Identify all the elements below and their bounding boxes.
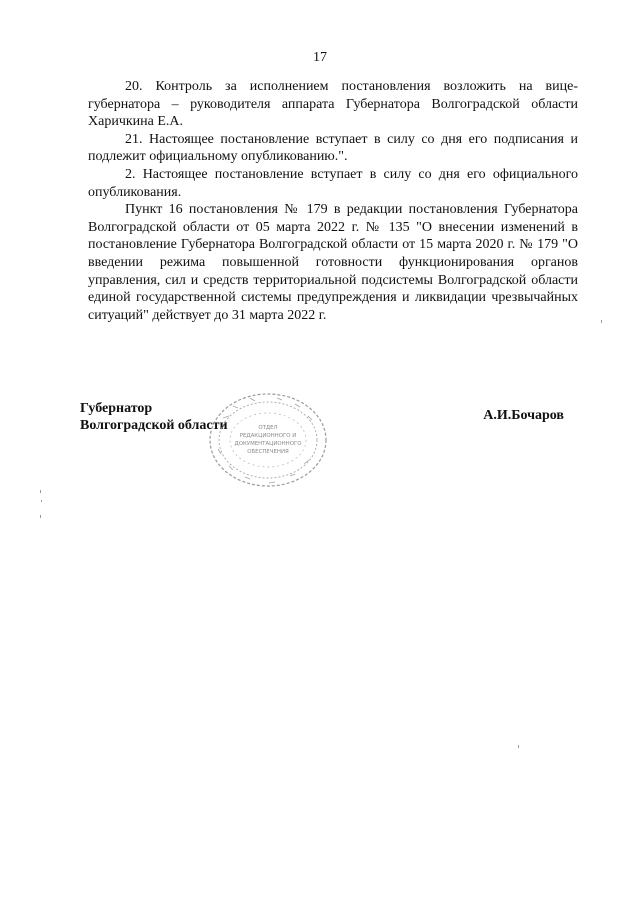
paragraph-2: 2. Настоящее постановление вступает в силу со дня его официального опубликования. (88, 166, 578, 200)
scan-speck (601, 320, 602, 323)
paragraph-clause-16: Пункт 16 постановления № 179 в редакции постановления Губернатора Волгоградской области от 05 марта 2022 г. № 135 "О внесении изменений в постановление Губернатора Волгоградской области от 15 марта 2020 г. № 179 "О введении режима повышенной готовности функционирования органов управления, сил и средств территориальной подсистемы Волгоградской области единой государственной системы предупреждения и ликвидации чрезвычайных ситуаций" действует до 31 марта 2022 г. (88, 202, 578, 323)
paragraph-20: 20. Контроль за исполнением постановления возложить на вице-губернатора – руководителя аппарата Губернатора Волгоградской области Харичкина Е.А. (88, 79, 578, 130)
document-body (88, 78, 578, 324)
stamp-text-line3: ДОКУМЕНТАЦИОННОГО (234, 441, 302, 447)
scan-speck (40, 515, 41, 518)
scan-speck (41, 500, 42, 502)
stamp-text-line4: ОБЕСПЕЧЕНИЯ (247, 449, 289, 455)
scan-speck (518, 745, 519, 748)
signature-title-line2: Волгоградской области (80, 418, 228, 433)
stamp-text-line1: ОТДЕЛ (258, 425, 278, 431)
paragraph-21: 21. Настоящее постановление вступает в силу со дня его подписания и подлежит официальному опубликованию.". (88, 131, 578, 165)
signature-name: А.И.Бочаров (483, 408, 564, 423)
page-number: 17 (313, 50, 327, 65)
stamp-text-line2: РЕДАКЦИОННОГО И (239, 433, 297, 439)
scan-speck (40, 490, 41, 493)
official-stamp (205, 388, 331, 492)
signature-title-line1: Губернатор (80, 401, 153, 416)
